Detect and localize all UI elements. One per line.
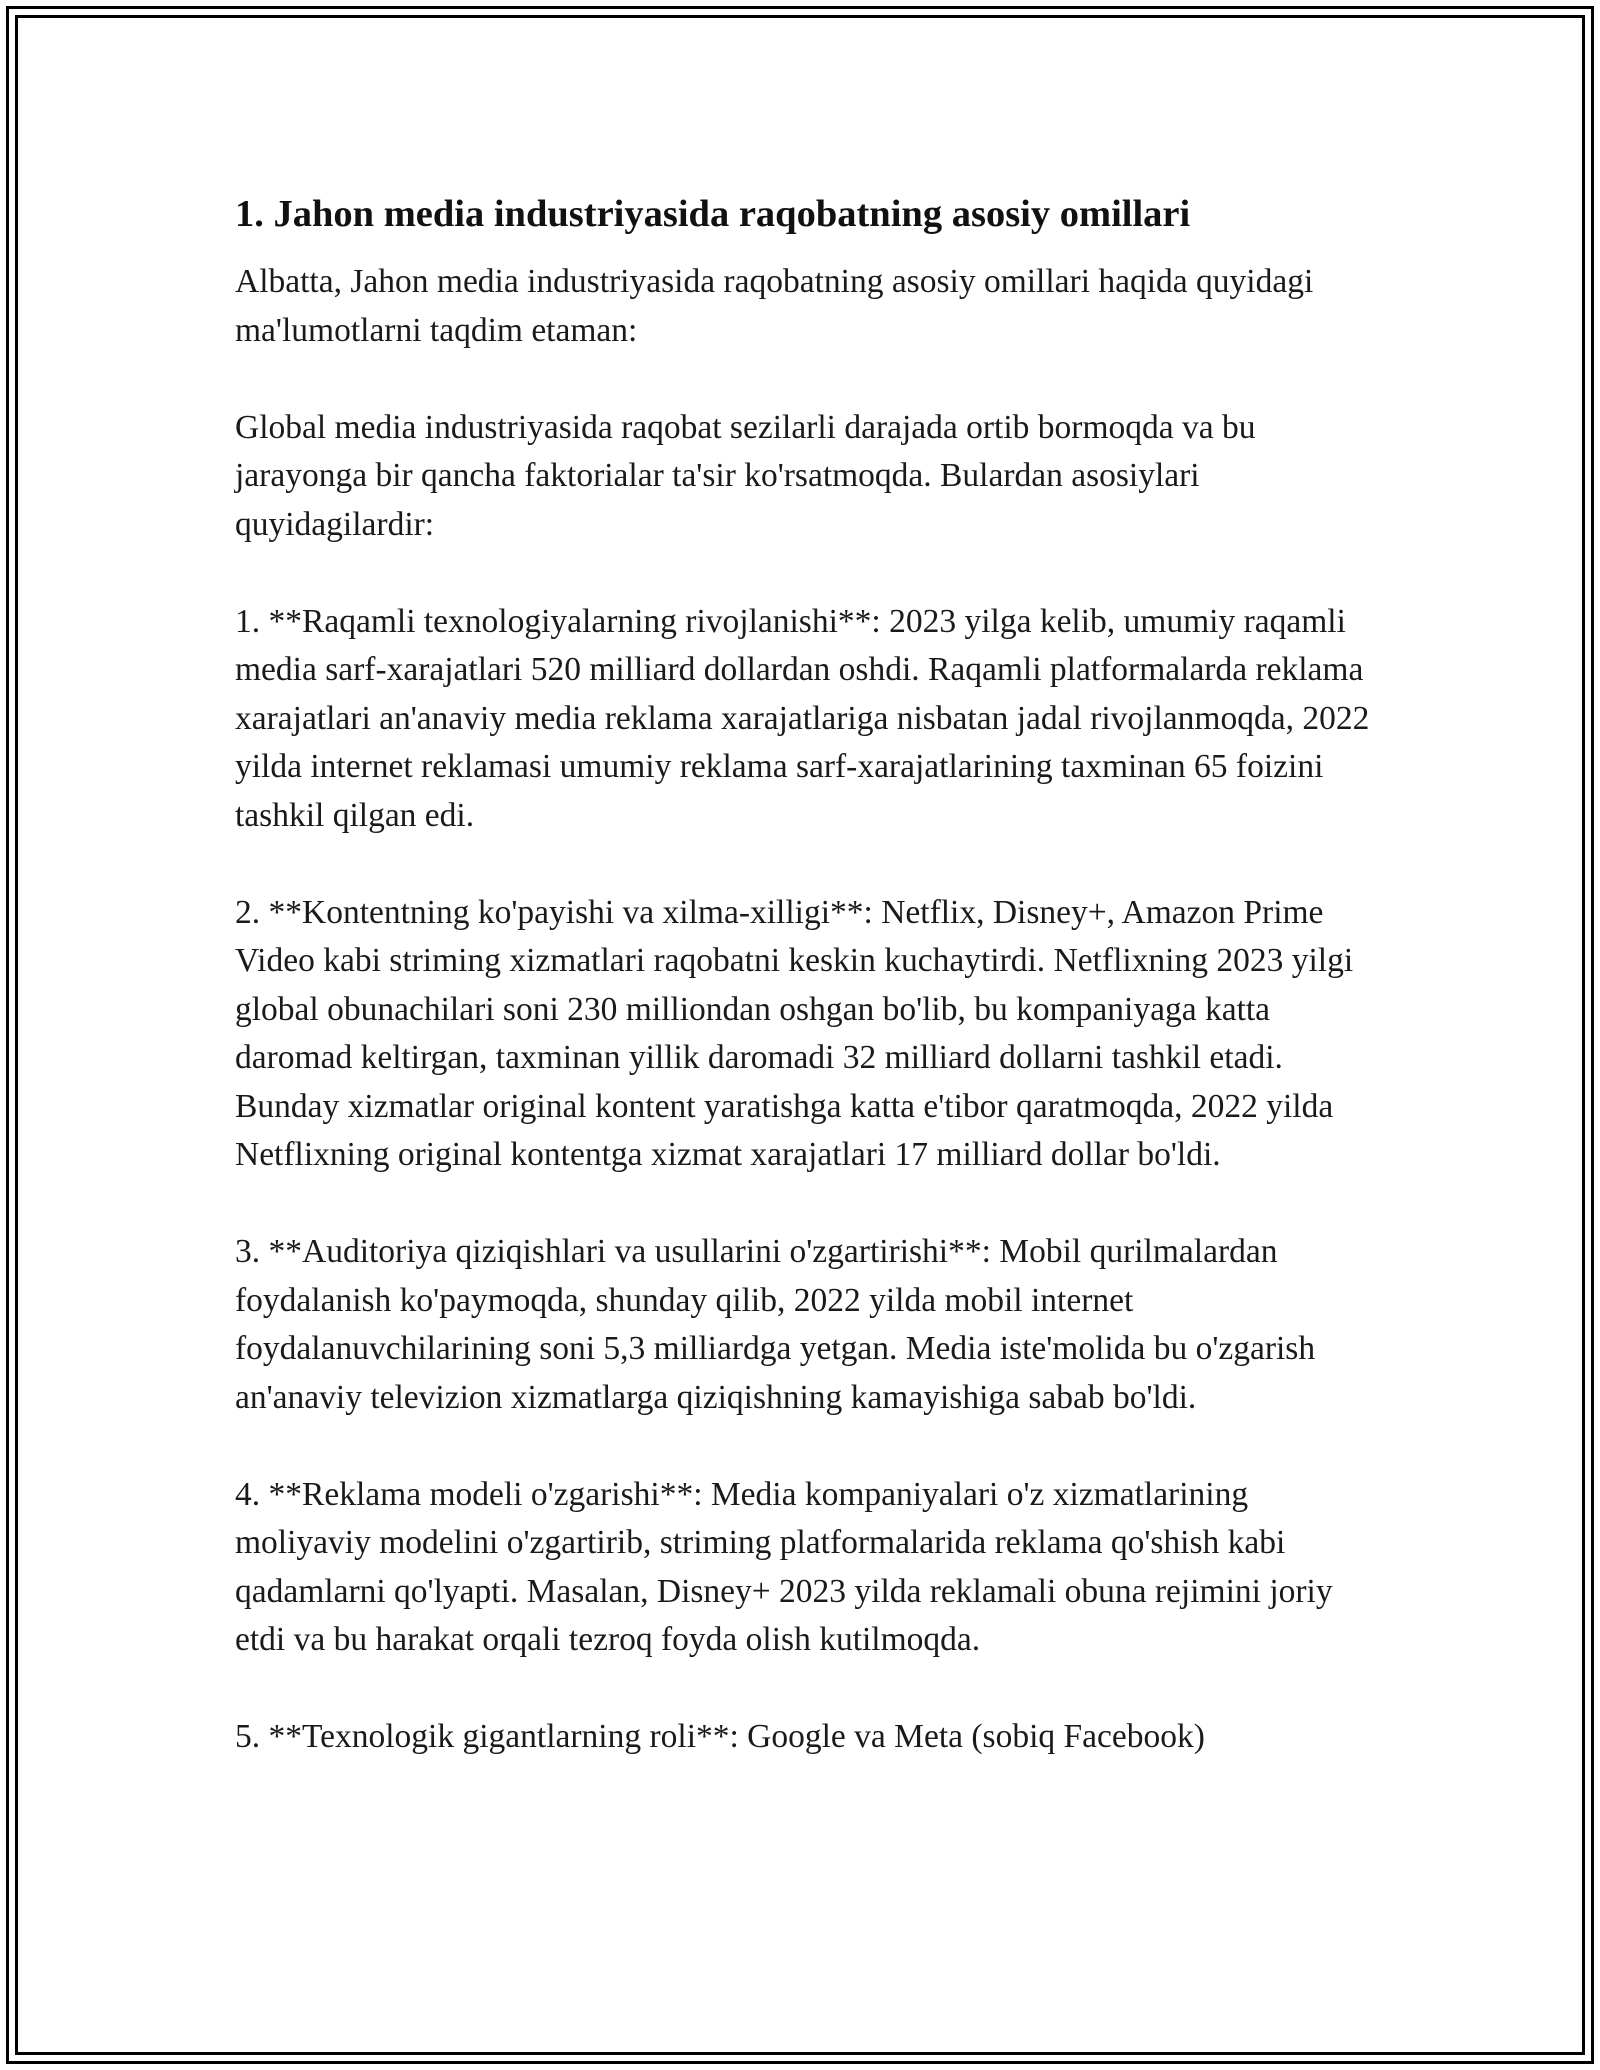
factor-5-paragraph: 5. **Texnologik gigantlarning roli**: Google va Meta (sobiq Facebook): [235, 1718, 1205, 1755]
overview-paragraph: Global media industriyasida raqobat sezilarli darajada ortib bormoqda va bu jarayonga bir qancha faktorialar ta'sir ko'rsatmoqda. Bulardan asosiylari quyidagilardir:: [235, 408, 1256, 543]
factor-4-paragraph: 4. **Reklama modeli o'zgarishi**: Media kompaniyalari o'z xizmatlarining moliyaviy modelini o'zgartirib, striming platformalarida reklama qo'shish kabi qadamlarni qo'lyapti. Masalan, Disney+ 2023 yilda reklamali obuna rejimini joriy etdi va bu harakat orqali tezroq foyda olish kutilmoqda.: [235, 1475, 1333, 1658]
intro-paragraph: Albatta, Jahon media industriyasida raqobatning asosiy omillari haqida quyidagi ma'lumotlarni taqdim etaman:: [235, 263, 1314, 349]
factor-2-paragraph: 2. **Kontentning ko'payishi va xilma-xilligi**: Netflix, Disney+, Amazon Prime Video kabi striming xizmatlari raqobatni keskin kuchaytirdi. Netflixning 2023 yilgi global obunachilari soni 230 milliondan oshgan bo'lib, bu kompaniyaga katta daromad keltirgan, taxminan yillik daromadi 32 milliard dollarni tashkil etadi. Bunday xizmatlar original kontent yaratishga katta e'tibor qaratmoqda, 2022 yilda Netflixning original kontentga xizmat xarajatlari 17 milliard dollar bo'ldi.: [235, 893, 1354, 1173]
factor-1-paragraph: 1. **Raqamli texnologiyalarning rivojlanishi**: 2023 yilga kelib, umumiy raqamli media sarf-xarajatlari 520 milliard dollardan oshdi. Raqamli platformalarda reklama xarajatlari an'anaviy media reklama xarajatlariga nisbatan jadal rivojlanmoqda, 2022 yilda internet reklamasi umumiy reklama sarf-xarajatlarining taxminan 65 foizini tashkil qilgan edi.: [235, 602, 1370, 834]
factor-3-paragraph: 3. **Auditoriya qiziqishlari va usullarini o'zgartirishi**: Mobil qurilmalardan foydalanish ko'paymoqda, shunday qilib, 2022 yilda mobil internet foydalanuvchilarining soni 5,3 milliardga yetgan. Media iste'molida bu o'zgarish an'anaviy televizion xizmatlarga qiziqishning kamayishiga sabab bo'ldi.: [235, 1233, 1316, 1416]
document-heading: 1. Jahon media industriyasida raqobatning asosiy omillari: [235, 193, 1191, 235]
document-body: [235, 188, 1375, 1810]
